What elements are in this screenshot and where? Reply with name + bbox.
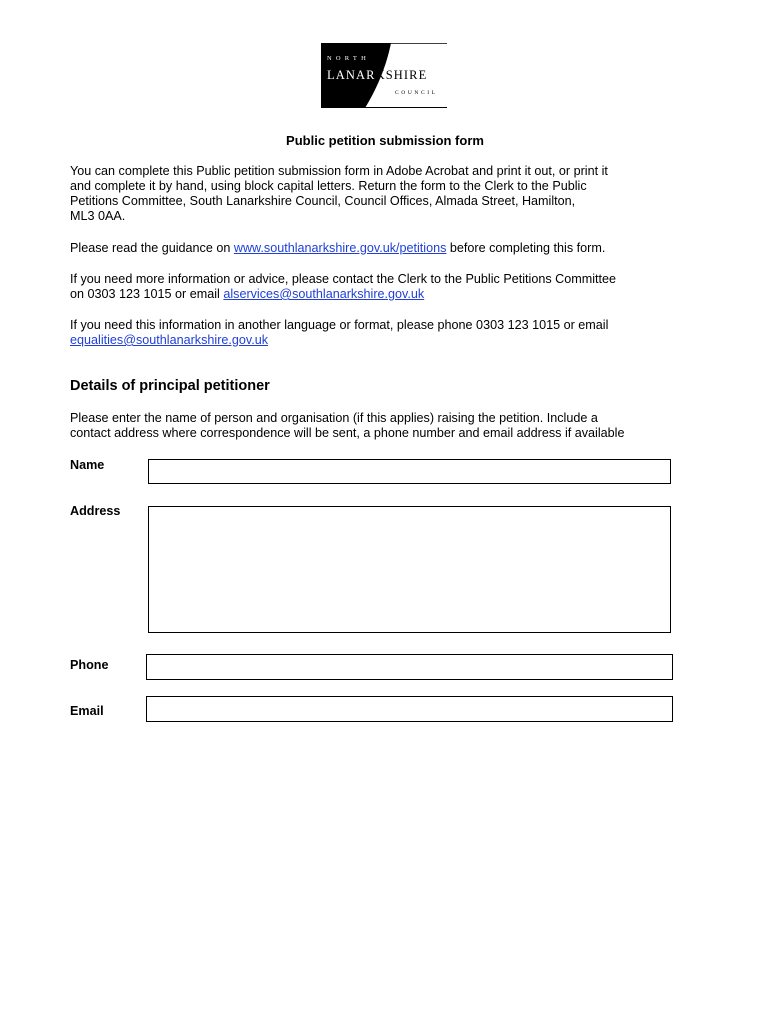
language-line: If you need this information in another language or format, please phone 0303 123 1015 or email — [70, 318, 609, 332]
council-logo — [321, 43, 447, 108]
alservices-email-link[interactable]: alservices@southlanarkshire.gov.uk — [223, 287, 425, 301]
guidance-text-after: before completing this form. — [446, 241, 606, 255]
email-input[interactable] — [146, 696, 673, 722]
petitions-guidance-link[interactable]: www.southlanarkshire.gov.uk/petitions — [233, 241, 447, 255]
phone-label: Phone — [70, 658, 109, 672]
logo-north-text: NORTH — [327, 55, 370, 62]
address-label: Address — [70, 504, 121, 518]
instructions-line: Please enter the name of person and organisation (if this applies) raising the petition. Include a — [70, 411, 598, 425]
intro-line: ML3 0AA. — [70, 209, 126, 223]
guidance-paragraph — [70, 241, 710, 256]
intro-paragraph — [70, 164, 710, 224]
info-text-before: on 0303 123 1015 or email — [70, 287, 224, 301]
instructions-line: contact address where correspondence will be sent, a phone number and email address if available — [70, 426, 625, 440]
email-label: Email — [70, 704, 104, 718]
name-input[interactable] — [148, 459, 671, 484]
intro-line: Petitions Committee, South Lanarkshire Council, Council Offices, Almada Street, Hamilton, — [70, 194, 576, 208]
logo-lanarkshire-text: LANARKSHIRE — [327, 68, 428, 82]
phone-input[interactable] — [146, 654, 673, 680]
guidance-text-before: Please read the guidance on — [70, 241, 234, 255]
info-line: If you need more information or advice, please contact the Clerk to the Public Petitions Committee — [70, 272, 617, 286]
equalities-email-link[interactable]: equalities@southlanarkshire.gov.uk — [70, 333, 269, 347]
language-paragraph — [70, 318, 710, 348]
info-line — [70, 287, 710, 302]
name-label: Name — [70, 458, 105, 472]
section-heading: Details of principal petitioner — [70, 378, 270, 394]
intro-line: You can complete this Public petition submission form in Adobe Acrobat and print it out, or print it — [70, 164, 608, 178]
logo-council-text: COUNCIL — [395, 90, 438, 96]
address-input[interactable] — [148, 506, 671, 633]
language-line — [70, 333, 710, 348]
info-paragraph — [70, 272, 710, 302]
form-title: Public petition submission form — [286, 133, 484, 148]
instructions-paragraph — [70, 411, 730, 441]
intro-line: and complete it by hand, using block capital letters. Return the form to the Clerk to the Public — [70, 179, 587, 193]
